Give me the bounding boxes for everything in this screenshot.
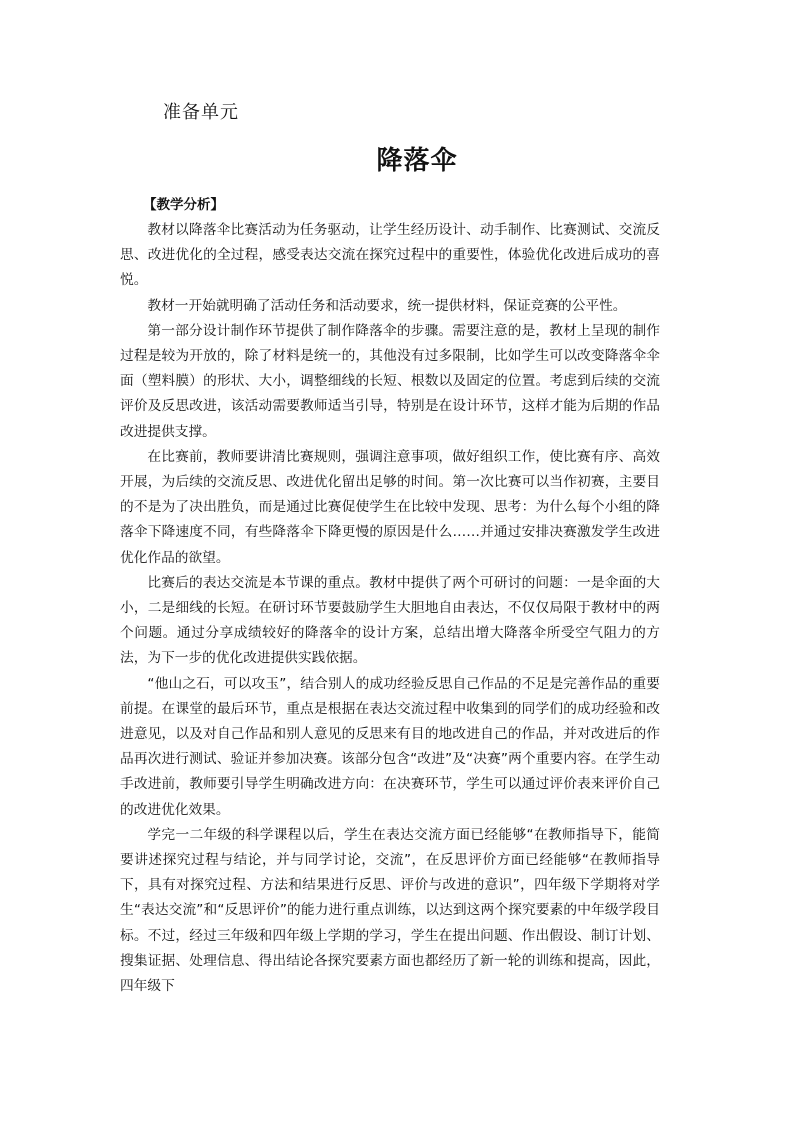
paragraph: “他山之石，可以攻玉”，结合别人的成功经验反思自己作品的不足是完善作品的重要前提。在课堂的最后环节，重点是根据在表达交流过程中收集到的同学们的成功经验和改进意见，以及对自己作品和别人意见的反思来有目的地改进自己的作品，并对改进后的作品再次进行测试、验证并参加决赛。该部分包含“改进”及“决赛”两个重要内容。在学生动手改进前，教师要引导学生明确改进方向：在决赛环节，学生可以通过评价表来评价自己的改进优化效果。: [120, 675, 660, 818]
paragraph: 比赛后的表达交流是本节课的重点。教材中提供了两个可研讨的问题：一是伞面的大小，二是细线的长短。在研讨环节要鼓励学生大胆地自由表达，不仅仅局限于教材中的两个问题。通过分享成绩较好的降落伞的设计方案，总结出增大降落伞所受空气阻力的方法，为下一步的优化改进提供实践依据。: [120, 574, 660, 667]
paragraph: 学完一二年级的科学课程以后，学生在表达交流方面已经能够“在教师指导下，能简要讲述探究过程与结论，并与同学讨论，交流”，在反思评价方面已经能够“在教师指导下，具有对探究过程、方法和结果进行反思、评价与改进的意识”，四年级下学期将对学生“表达交流”和“反思评价”的能力进行重点训练，以达到这两个探究要素的中年级学段目标。不过，经过三年级和四年级上学期的学习，学生在提出问题、作出假设、制订计划、搜集证据、处理信息、得出结论各探究要素方面也都经历了新一轮的训练和提高，因此，四年级下: [120, 826, 660, 995]
page-title: 降落伞: [376, 146, 458, 176]
section-heading: 【教学分析】: [143, 197, 224, 213]
paragraph: 第一部分设计制作环节提供了制作降落伞的步骤。需要注意的是，教材上呈现的制作过程是较为开放的，除了材料是统一的，其他没有过多限制，比如学生可以改变降落伞伞面（塑料膜）的形状、大小，调整细线的长短、根数以及固定的位置。考虑到后续的交流评价及反思改进，该活动需要教师适当引导，特别是在设计环节，这样才能为后期的作品改进提供支撑。: [120, 322, 660, 440]
paragraph: 教材以降落伞比赛活动为任务驱动，让学生经历设计、动手制作、比赛测试、交流反思、改进优化的全过程，感受表达交流在探究过程中的重要性，体验优化改进后成功的喜悦。: [120, 222, 660, 289]
paragraph: 教材一开始就明确了活动任务和活动要求，统一提供材料，保证竞赛的公平性。: [147, 297, 627, 314]
paragraph: 在比赛前，教师要讲清比赛规则，强调注意事项，做好组织工作，使比赛有序、高效开展，为后续的交流反思、改进优化留出足够的时间。第一次比赛可以当作初赛，主要目的不是为了决出胜负，而是通过比赛促使学生在比较中发现、思考：为什么每个小组的降落伞下降速度不同，有些降落伞下降更慢的原因是什么……并通过安排决赛激发学生改进优化作品的欲望。: [120, 448, 660, 566]
unit-label: 准备单元: [163, 102, 239, 123]
body-text: [120, 218, 660, 999]
